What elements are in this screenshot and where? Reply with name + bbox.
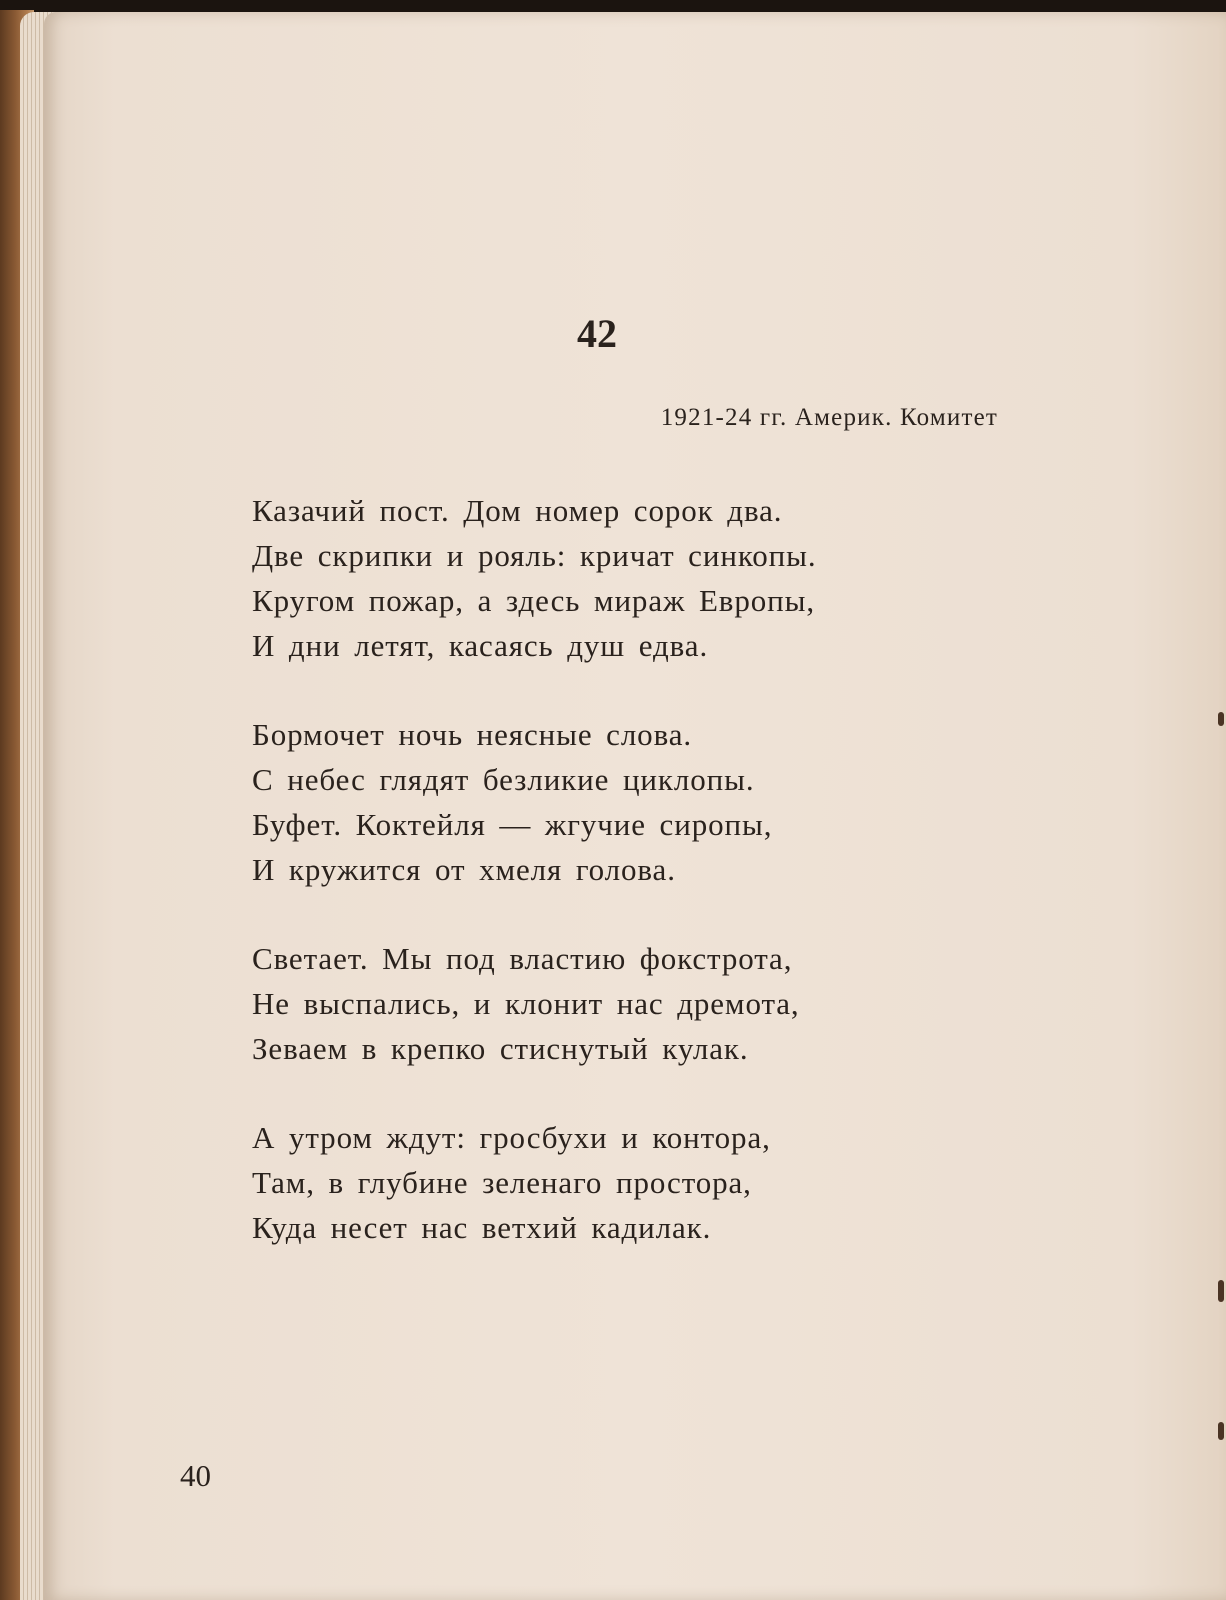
poem-line: И дни летят, касаясь душ едва. [252, 628, 709, 663]
poem-line: Не выспались, и клонит нас дремота, [252, 986, 800, 1021]
poem-line: Казачий пост. Дом номер сорок два. [252, 493, 783, 528]
stanza-3 [252, 936, 816, 1071]
poem-line: Бормочет ночь неясные слова. [252, 717, 693, 752]
dedication: 1921-24 гг. Америк. Комитет [660, 404, 998, 431]
poem-number: 42 [577, 311, 617, 356]
page-tear-mark [1218, 712, 1224, 726]
stanza-2 [252, 712, 816, 892]
page-tear-mark [1218, 1422, 1224, 1440]
page-number: 40 [180, 1458, 211, 1493]
poem-line: И кружится от хмеля голова. [252, 852, 676, 887]
poem-line: Буфет. Коктейля — жгучие сиропы, [252, 807, 773, 842]
book-page [44, 12, 1226, 1600]
page-tear-mark [1218, 1280, 1224, 1302]
poem-line: Кругом пожар, а здесь мираж Европы, [252, 583, 816, 618]
poem-line: С небес глядят безликие циклопы. [252, 762, 755, 797]
stanza-4 [252, 1115, 816, 1250]
poem-line: А утром ждут: гросбухи и контора, [252, 1120, 771, 1155]
poem-body [252, 488, 816, 1294]
poem-line: Светает. Мы под властию фокстрота, [252, 941, 793, 976]
poem-line: Куда несет нас ветхий кадилак. [252, 1210, 712, 1245]
poem-line: Там, в глубине зеленаго простора, [252, 1165, 752, 1200]
poem-line: Две скрипки и рояль: кричат синкопы. [252, 538, 817, 573]
stanza-1 [252, 488, 816, 668]
poem-line: Зеваем в крепко стиснутый кулак. [252, 1031, 749, 1066]
